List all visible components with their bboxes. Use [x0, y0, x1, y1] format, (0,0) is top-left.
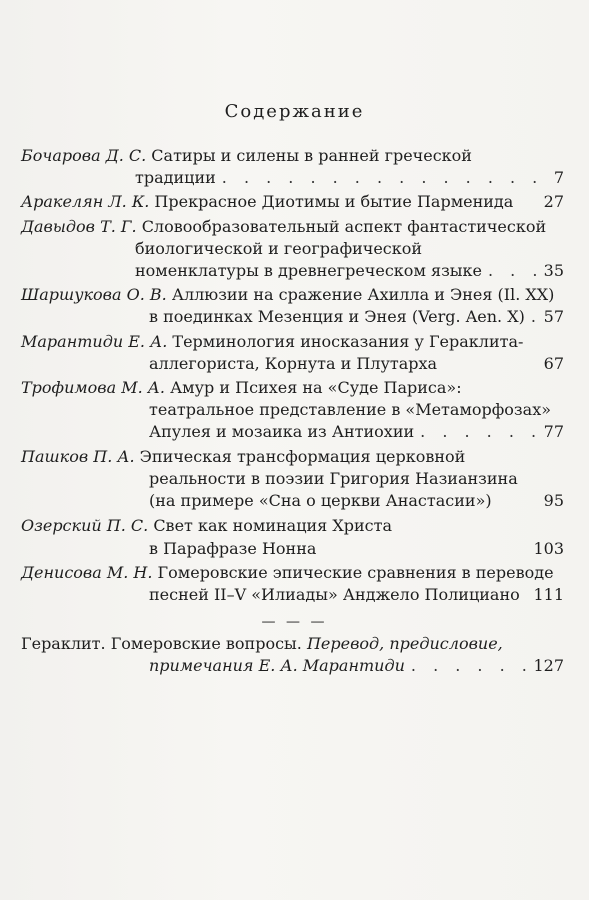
page-number: 127 — [533, 656, 564, 675]
toc-entry-4-line-2 — [149, 306, 564, 328]
toc-author: Шаршукова О. В. — [21, 285, 167, 304]
toc-title-text: Терминология иносказания у Гераклита- — [172, 332, 524, 351]
page-number: 111 — [533, 585, 564, 604]
toc-entry-10-line-2 — [149, 655, 564, 677]
toc-title-text: в Парафразе Нонна — [149, 539, 317, 558]
toc-title-text: Амур и Психея на «Суде Париса»: — [170, 378, 462, 397]
page-number: 35 — [543, 261, 564, 280]
toc-entry-5-line-2 — [149, 353, 564, 375]
toc-title-text: (на примере «Сна о церкви Анастасии») — [149, 491, 492, 510]
toc-entry-6-line-2 — [149, 399, 564, 421]
toc-author: Давыдов Т. Г. — [21, 217, 137, 236]
toc-entry-1-line-1 — [21, 145, 564, 167]
toc-title-text: традиции — [135, 168, 216, 187]
toc-author: Марантиди Е. А. — [21, 332, 168, 351]
toc-entry-2-line-1 — [21, 191, 564, 213]
section-separator: — — — — [261, 614, 328, 630]
toc-title-text: Прекрасное Диотимы и бытие Парменида — [154, 192, 514, 211]
toc-author: Бочарова Д. С. — [21, 146, 147, 165]
page-number: 103 — [533, 539, 564, 558]
toc-title-text: Апулея и мозаика из Антиохии — [149, 422, 415, 441]
toc-entry-3-line-2 — [135, 238, 564, 260]
leader-dots — [488, 260, 538, 282]
toc-entry-9-line-2 — [149, 584, 564, 606]
page-number: 95 — [543, 491, 564, 510]
toc-title-text: номенклатуры в древнегреческом языке — [135, 261, 482, 280]
toc-title-text: Сатиры и силены в ранней греческой — [151, 146, 472, 165]
toc-title-text: Гомеровские эпические сравнения в переводе — [157, 563, 554, 582]
page-number: 57 — [543, 307, 564, 326]
page-number: 27 — [543, 192, 564, 211]
toc-title-text: Свет как номинация Христа — [153, 516, 392, 535]
toc-entry-6-line-1 — [21, 377, 564, 399]
leader-dots — [420, 421, 537, 443]
toc-title-text: Аллюзии на сражение Ахилла и Энея (Il. XX) — [171, 285, 555, 304]
toc-entry-4-line-1 — [21, 284, 564, 306]
toc-title-text: в поединках Мезенция и Энея (Verg. Aen. X) — [149, 307, 525, 326]
toc-title-text: театральное представление в «Метаморфозах» — [149, 400, 551, 419]
leader-dots — [531, 306, 538, 328]
toc-author: Денисова М. Н. — [21, 563, 153, 582]
toc-title-italic: Перевод, предисловие, — [306, 634, 503, 653]
toc-title-text: песней II–V «Илиады» Анджело Полициано — [149, 585, 520, 604]
toc-title-text: Словообразовательный аспект фантастической — [141, 217, 547, 236]
toc-title-italic: примечания Е. А. Марантиди — [149, 656, 405, 675]
leader-dots — [526, 584, 528, 606]
toc-author: Озерский П. С. — [21, 516, 149, 535]
toc-entry-5-line-1 — [21, 331, 564, 353]
toc-entry-8-line-2 — [149, 538, 564, 560]
toc-entry-10-line-1 — [21, 633, 564, 655]
page-number: 77 — [543, 422, 564, 441]
toc-title-text: реальности в поэзии Григория Назианзина — [149, 469, 518, 488]
toc-entry-7-line-2 — [149, 468, 564, 490]
leader-dots — [411, 655, 528, 677]
toc-title-text: Эпическая трансформация церковной — [139, 447, 466, 466]
toc-title-text: аллегориста, Корнута и Плутарха — [149, 354, 438, 373]
toc-author: Аракелян Л. К. — [21, 192, 150, 211]
toc-entry-6-line-3 — [149, 421, 564, 443]
toc-author: Трофимова М. А. — [21, 378, 165, 397]
toc-author: Пашков П. А. — [21, 447, 135, 466]
toc-entry-7-line-1 — [21, 446, 564, 468]
toc-entry-7-line-3 — [149, 490, 564, 512]
toc-title-text: биологической и географической — [135, 239, 423, 258]
toc-entry-9-line-1 — [21, 562, 564, 584]
toc-entry-1-line-2 — [135, 167, 564, 189]
toc-entry-3-line-3 — [135, 260, 564, 282]
toc-title-text: Гераклит. Гомеровские вопросы. — [21, 634, 307, 653]
toc-entry-8-line-1 — [21, 515, 564, 537]
leader-dots — [222, 167, 548, 189]
page-number: 7 — [553, 168, 564, 187]
page-title: Содержание — [224, 101, 365, 122]
page-number: 67 — [543, 354, 564, 373]
toc-entry-3-line-1 — [21, 216, 564, 238]
